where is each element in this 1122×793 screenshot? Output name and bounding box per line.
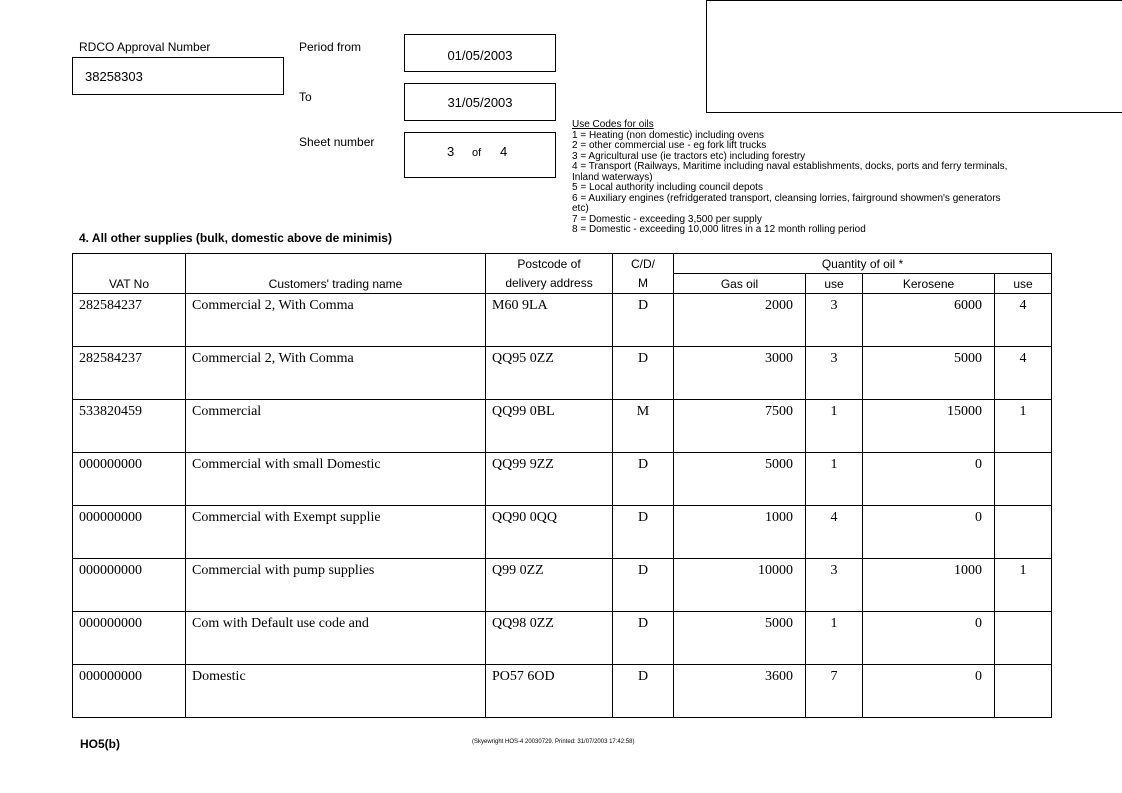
- cell-gas-oil[interactable]: 2000: [674, 294, 806, 347]
- use-code-7: 7 = Domestic - exceeding 3,500 per supply: [572, 213, 762, 225]
- cell-vat-no[interactable]: 000000000: [73, 559, 186, 612]
- cell-gas-oil[interactable]: 5000: [674, 612, 806, 665]
- use-code-3: 3 = Agricultural use (ie tractors etc) including forestry: [572, 150, 806, 162]
- period-from-label: Period from: [299, 40, 362, 54]
- table-row: [73, 506, 1052, 559]
- cell-postcode[interactable]: Q99 0ZZ: [486, 559, 613, 612]
- use-code-5: 5 = Local authority including council depots: [572, 182, 763, 193]
- use-code-6: 6 = Auxiliary engines (refridgerated transport, cleansing lorries, fairground showmen's generators etc): [572, 192, 1001, 214]
- cell-trading-name[interactable]: Commercial: [186, 400, 486, 453]
- cell-cdm[interactable]: D: [613, 665, 674, 718]
- use-code-1: 1 = Heating (non domestic) including ovens: [572, 129, 765, 141]
- cell-kerosene[interactable]: 0: [863, 506, 995, 559]
- cell-postcode[interactable]: QQ98 0ZZ: [486, 612, 613, 665]
- cell-kerosene-use[interactable]: 1: [995, 400, 1052, 453]
- cell-postcode[interactable]: QQ99 9ZZ: [486, 453, 613, 506]
- header-kerosene-use: use: [995, 274, 1052, 294]
- cell-postcode[interactable]: M60 9LA: [486, 294, 613, 347]
- header-kerosene: Kerosene: [863, 274, 995, 294]
- supplies-table: [72, 253, 1052, 718]
- cell-kerosene[interactable]: 6000: [863, 294, 995, 347]
- cell-kerosene-use[interactable]: [995, 506, 1052, 559]
- cell-gas-oil-use[interactable]: 1: [806, 612, 863, 665]
- header-cdm-line2: M: [613, 274, 674, 294]
- table-row: [73, 612, 1052, 665]
- cell-trading-name[interactable]: Commercial with small Domestic: [186, 453, 486, 506]
- rdco-approval-label: RDCO Approval Number: [79, 40, 211, 54]
- cell-cdm[interactable]: D: [613, 559, 674, 612]
- period-to-label: To: [299, 90, 312, 104]
- cell-gas-oil[interactable]: 7500: [674, 400, 806, 453]
- cell-trading-name[interactable]: Domestic: [186, 665, 486, 718]
- use-codes-legend: [572, 120, 1017, 236]
- header-gas-oil-use: use: [806, 274, 863, 294]
- cell-gas-oil-use[interactable]: 7: [806, 665, 863, 718]
- period-to-value: 31/05/2003: [447, 95, 513, 110]
- header-gas-oil: Gas oil: [674, 274, 806, 294]
- cell-kerosene[interactable]: 1000: [863, 559, 995, 612]
- rdco-approval-field[interactable]: [72, 57, 284, 95]
- cell-trading-name[interactable]: Commercial 2, With Comma: [186, 347, 486, 400]
- cell-gas-oil-use[interactable]: 3: [806, 559, 863, 612]
- sheet-of-label: of: [472, 147, 482, 159]
- cell-kerosene[interactable]: 0: [863, 665, 995, 718]
- cell-kerosene-use[interactable]: 4: [995, 294, 1052, 347]
- cell-trading-name[interactable]: Commercial with Exempt supplie: [186, 506, 486, 559]
- cell-gas-oil[interactable]: 10000: [674, 559, 806, 612]
- cell-trading-name[interactable]: Commercial with pump supplies: [186, 559, 486, 612]
- cell-kerosene[interactable]: 5000: [863, 347, 995, 400]
- header-postcode-line1: Postcode of: [486, 254, 613, 274]
- sheet-total-value: 4: [500, 144, 508, 159]
- header-vat-no: VAT No: [73, 254, 186, 294]
- use-code-4: 4 = Transport (Railways, Maritime including naval establishments, docks, ports and ferry terminals, Inland waterways): [572, 161, 1008, 183]
- table-row: [73, 294, 1052, 347]
- copyright-note: (Skyewright HOS-4 20030729. Printed: 31/07/2003 17:42:58): [472, 739, 635, 745]
- cell-trading-name[interactable]: Commercial 2, With Comma: [186, 294, 486, 347]
- cell-cdm[interactable]: D: [613, 347, 674, 400]
- section-title: 4. All other supplies (bulk, domestic above de minimis): [79, 231, 392, 245]
- cell-cdm[interactable]: D: [613, 506, 674, 559]
- cell-vat-no[interactable]: 000000000: [73, 453, 186, 506]
- top-right-box: [706, 0, 1122, 113]
- cell-cdm[interactable]: D: [613, 453, 674, 506]
- cell-vat-no[interactable]: 533820459: [73, 400, 186, 453]
- cell-vat-no[interactable]: 000000000: [73, 665, 186, 718]
- cell-gas-oil[interactable]: 5000: [674, 453, 806, 506]
- header-cdm-line1: C/D/: [613, 254, 674, 274]
- cell-gas-oil-use[interactable]: 3: [806, 347, 863, 400]
- period-to-field[interactable]: [404, 83, 556, 121]
- cell-vat-no[interactable]: 282584237: [73, 294, 186, 347]
- cell-vat-no[interactable]: 000000000: [73, 612, 186, 665]
- cell-gas-oil-use[interactable]: 3: [806, 294, 863, 347]
- table-row: [73, 347, 1052, 400]
- header-postcode-line2: delivery address: [486, 274, 613, 294]
- cell-gas-oil-use[interactable]: 1: [806, 400, 863, 453]
- cell-cdm[interactable]: M: [613, 400, 674, 453]
- cell-kerosene[interactable]: 0: [863, 453, 995, 506]
- cell-gas-oil[interactable]: 3600: [674, 665, 806, 718]
- cell-gas-oil-use[interactable]: 1: [806, 453, 863, 506]
- cell-vat-no[interactable]: 282584237: [73, 347, 186, 400]
- cell-cdm[interactable]: D: [613, 294, 674, 347]
- sheet-number-field[interactable]: [404, 132, 556, 178]
- sheet-number-label: Sheet number: [299, 135, 375, 149]
- cell-postcode[interactable]: QQ99 0BL: [486, 400, 613, 453]
- cell-kerosene-use[interactable]: 4: [995, 347, 1052, 400]
- cell-gas-oil-use[interactable]: 4: [806, 506, 863, 559]
- table-row: [73, 665, 1052, 718]
- period-from-field[interactable]: [404, 34, 556, 72]
- cell-kerosene-use[interactable]: 1: [995, 559, 1052, 612]
- header-quantity: Quantity of oil *: [674, 254, 1052, 274]
- sheet-number-value: 3: [447, 144, 455, 159]
- cell-postcode[interactable]: QQ95 0ZZ: [486, 347, 613, 400]
- cell-postcode[interactable]: PO57 6OD: [486, 665, 613, 718]
- table-row: [73, 453, 1052, 506]
- table-row: [73, 400, 1052, 453]
- cell-kerosene-use[interactable]: [995, 453, 1052, 506]
- header-trading-name: Customers' trading name: [186, 254, 486, 294]
- cell-kerosene[interactable]: 0: [863, 612, 995, 665]
- use-code-2: 2 = other commercial use - eg fork lift trucks: [572, 140, 767, 151]
- form-id: HO5(b): [80, 737, 120, 751]
- cell-vat-no[interactable]: 000000000: [73, 506, 186, 559]
- period-from-value: 01/05/2003: [447, 48, 513, 63]
- cell-kerosene-use[interactable]: [995, 665, 1052, 718]
- cell-gas-oil[interactable]: 3000: [674, 347, 806, 400]
- cell-kerosene[interactable]: 15000: [863, 400, 995, 453]
- cell-postcode[interactable]: QQ90 0QQ: [486, 506, 613, 559]
- cell-kerosene-use[interactable]: [995, 612, 1052, 665]
- table-row: [73, 559, 1052, 612]
- cell-cdm[interactable]: D: [613, 612, 674, 665]
- rdco-approval-value: 38258303: [85, 69, 143, 84]
- cell-gas-oil[interactable]: 1000: [674, 506, 806, 559]
- use-code-8: 8 = Domestic - exceeding 10,000 litres in a 12 month rolling period: [572, 224, 866, 235]
- use-codes-title: Use Codes for oils: [572, 119, 654, 130]
- cell-trading-name[interactable]: Com with Default use code and: [186, 612, 486, 665]
